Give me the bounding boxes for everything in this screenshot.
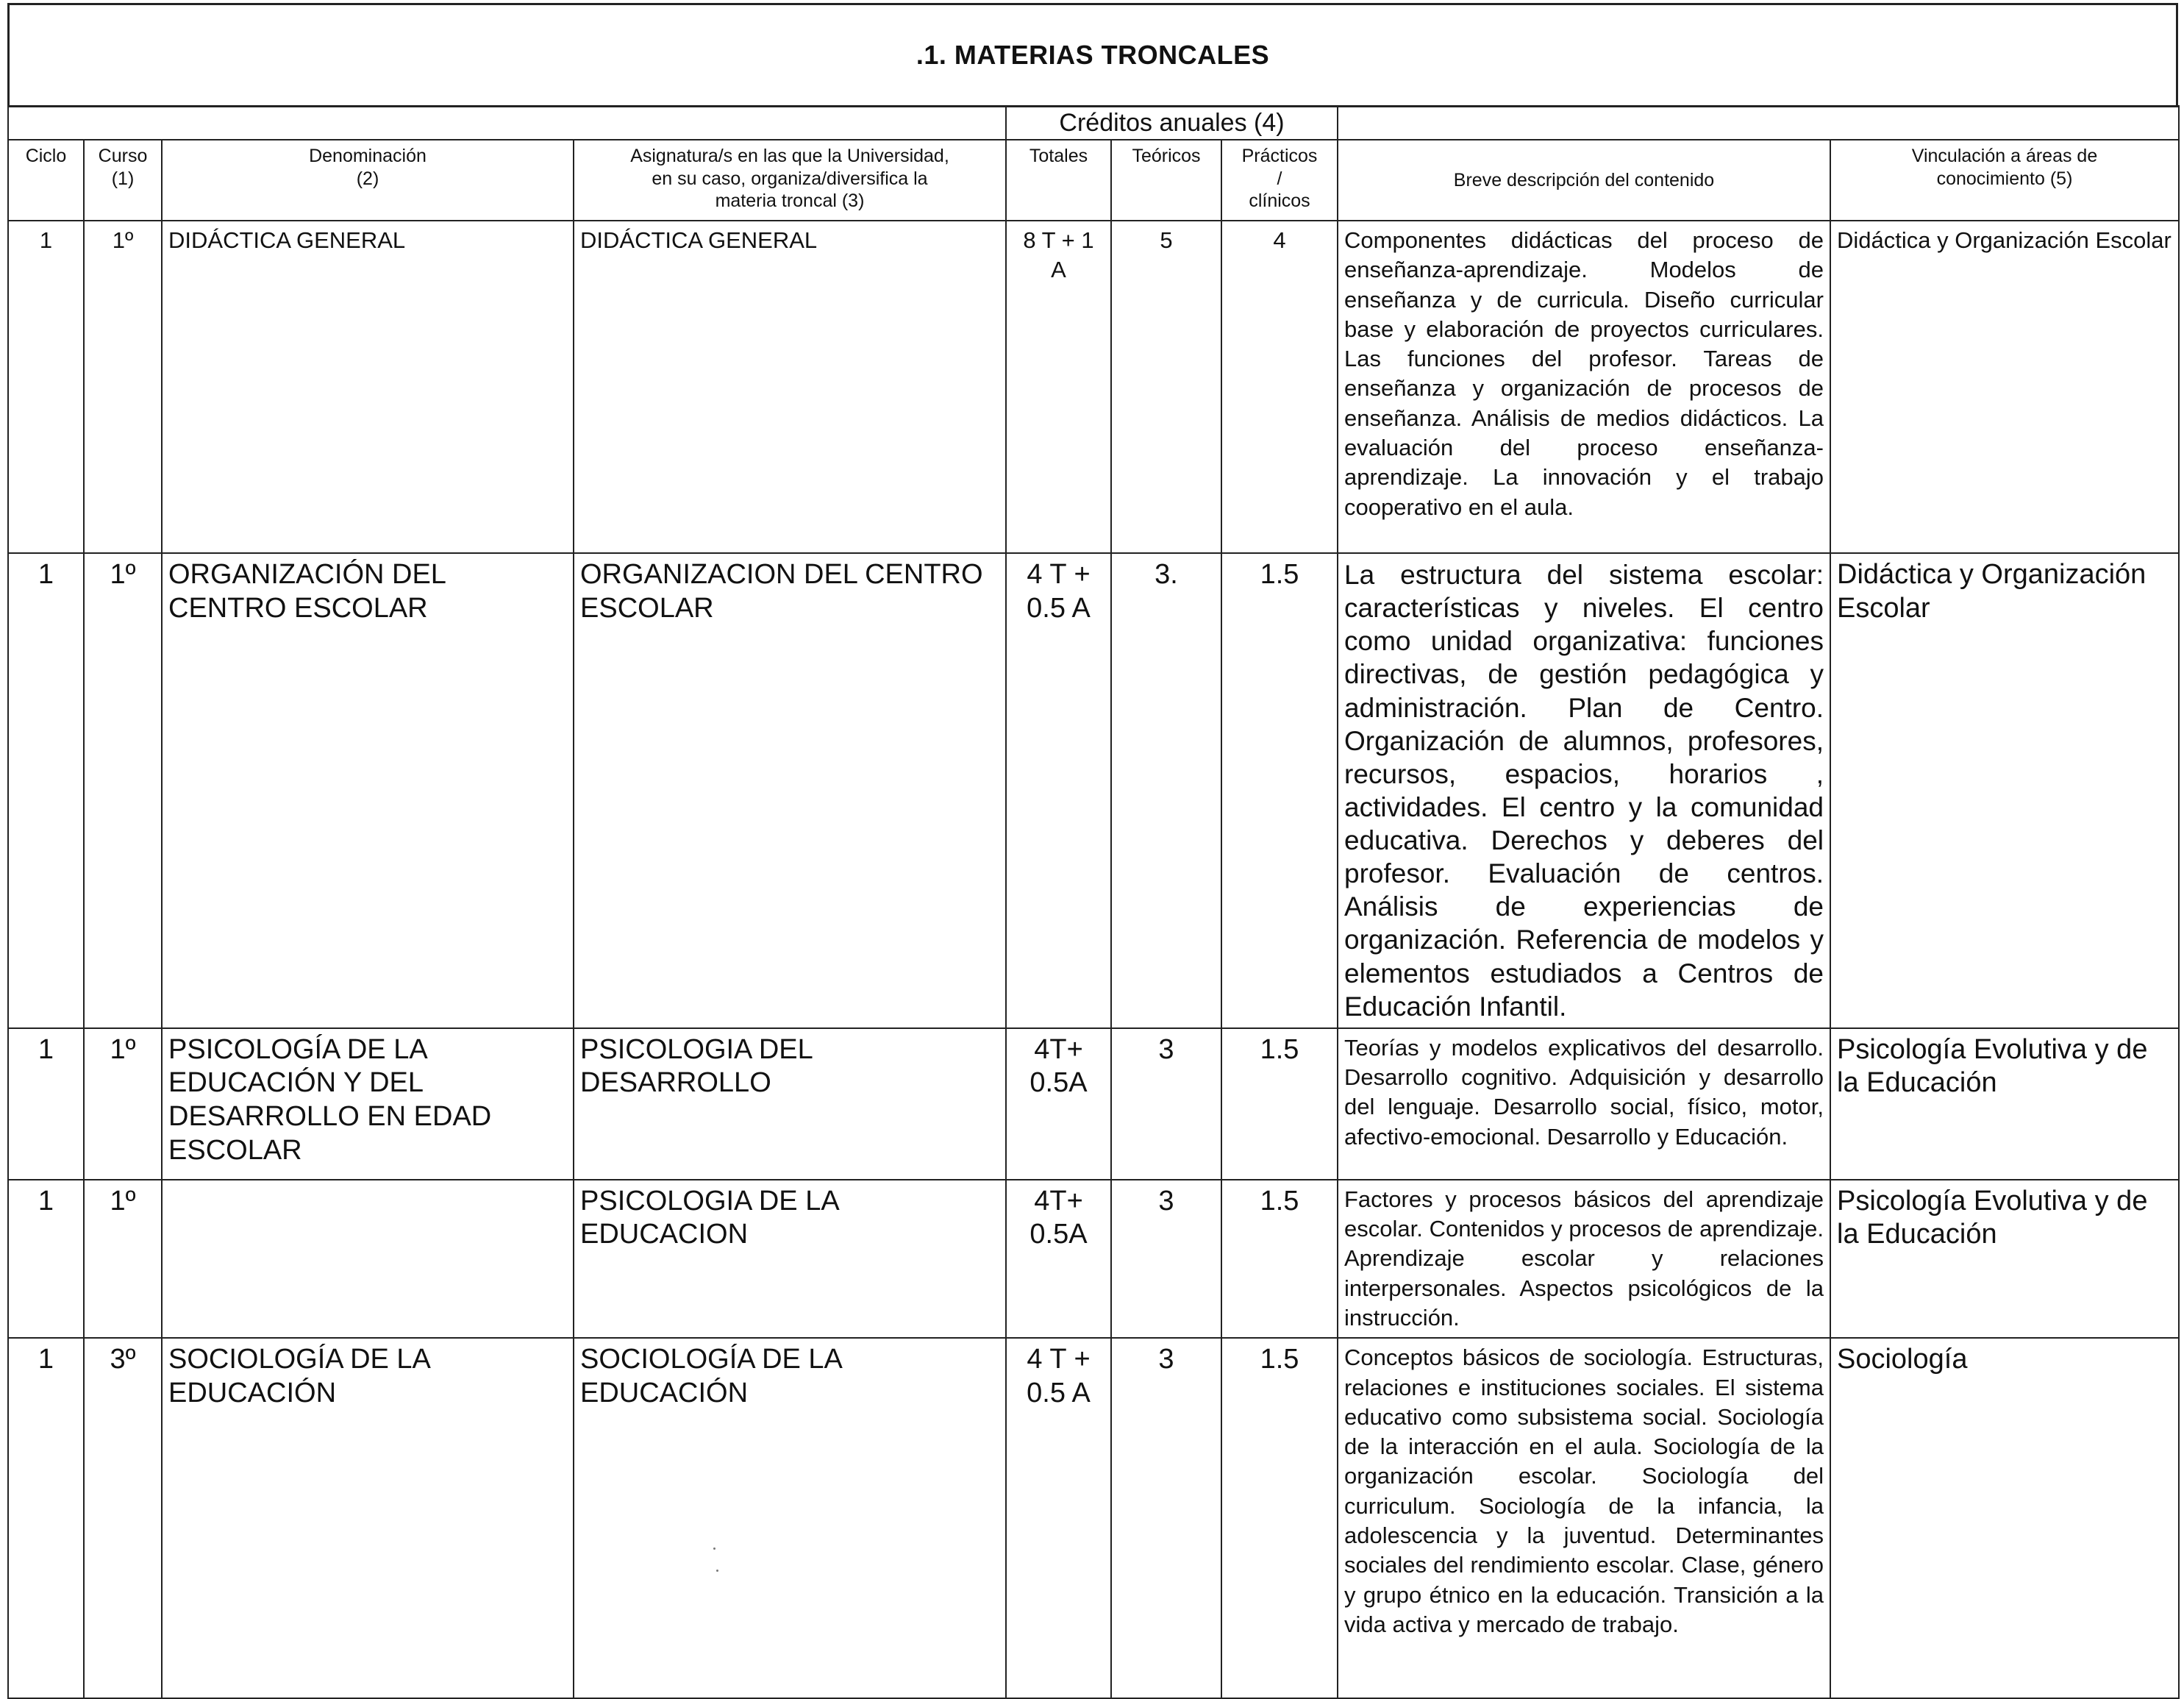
cell-vinculacion: Sociología: [1830, 1338, 2179, 1698]
cell-descripcion: La estructura del sistema escolar: características y niveles. El centro como unidad organizativa: funciones directivas, de gestión pedagógica y administración. Plan de Centro. Organización de alumnos, profesores, recursos, espacios, horarios , actividades. El centro y la comunidad educativa. Derechos y deberes del profesor. Evaluación de centros. Análisis de experiencias de organización. Referencia de modelos y elementos estudiados a Centros de Educación Infantil.: [1338, 553, 1830, 1028]
credits-group-row: [8, 106, 2179, 140]
cell-vinculacion: Didáctica y Organización Escolar: [1830, 553, 2179, 1028]
table-row: [8, 1180, 2179, 1338]
cell-vinculacion: Psicología Evolutiva y de la Educación: [1830, 1028, 2179, 1180]
cell-asignatura: ORGANIZACION DEL CENTRO ESCOLAR: [574, 553, 1006, 1028]
section-title: .1. MATERIAS TRONCALES: [916, 40, 1270, 70]
header-teoricos: Teóricos: [1111, 140, 1221, 221]
cell-descripcion: Componentes didácticas del proceso de enseñanza-aprendizaje. Modelos de enseñanza y de curricula. Diseño curricular base y elaboración de proyectos curriculares. Las funciones del profesor. Tareas de enseñanza y organización de procesos de enseñanza. Análisis de medios didácticos. La evaluación del proceso enseñanza-aprendizaje. La innovación y el trabajo cooperativo en el aula.: [1338, 221, 1830, 553]
header-ciclo: Ciclo: [8, 140, 84, 221]
table-row: [8, 221, 2179, 553]
cell-curso: 1º: [84, 553, 162, 1028]
scan-speck: [716, 1570, 718, 1572]
cell-totales: 8 T + 1 A: [1006, 221, 1111, 553]
table-row: [8, 1338, 2179, 1698]
header-denominacion: Denominación (2): [162, 140, 574, 221]
cell-ciclo: 1: [8, 553, 84, 1028]
header-vinculacion: Vinculación a áreas de conocimiento (5): [1830, 140, 2179, 221]
cell-ciclo: 1: [8, 1180, 84, 1338]
cell-descripcion: Teorías y modelos explicativos del desarrollo. Desarrollo cognitivo. Adquisición y desarrollo del lenguaje. Desarrollo social, físico, motor, afectivo-emocional. Desarrollo y Educación.: [1338, 1028, 1830, 1180]
cell-curso: 3º: [84, 1338, 162, 1698]
cell-vinculacion: Didáctica y Organización Escolar: [1830, 221, 2179, 553]
header-practicos: Prácticos / clínicos: [1221, 140, 1338, 221]
header-totales: Totales: [1006, 140, 1111, 221]
cell-descripcion: Factores y procesos básicos del aprendizaje escolar. Contenidos y procesos de aprendizaje. Aprendizaje escolar y relaciones interpersonales. Aspectos psicológicos de la instrucción.: [1338, 1180, 1830, 1338]
cell-practicos: 1.5: [1221, 1338, 1338, 1698]
header-spacer-right: [1338, 106, 2179, 140]
cell-curso: 1º: [84, 221, 162, 553]
cell-ciclo: 1: [8, 221, 84, 553]
cell-denominacion: PSICOLOGÍA DE LA EDUCACIÓN Y DEL DESARROLLO EN EDAD ESCOLAR: [162, 1028, 574, 1180]
cell-asignatura: DIDÁCTICA GENERAL: [574, 221, 1006, 553]
cell-asignatura: SOCIOLOGÍA DE LA EDUCACIÓN: [574, 1338, 1006, 1698]
cell-teoricos: 3: [1111, 1180, 1221, 1338]
cell-totales: 4T+ 0.5A: [1006, 1180, 1111, 1338]
cell-totales: 4T+ 0.5A: [1006, 1028, 1111, 1180]
table-row: [8, 1028, 2179, 1180]
cell-ciclo: 1: [8, 1028, 84, 1180]
cell-totales: 4 T + 0.5 A: [1006, 553, 1111, 1028]
cell-denominacion: SOCIOLOGÍA DE LA EDUCACIÓN: [162, 1338, 574, 1698]
cell-curso: 1º: [84, 1180, 162, 1338]
cell-teoricos: 3: [1111, 1028, 1221, 1180]
cell-denominacion: ORGANIZACIÓN DEL CENTRO ESCOLAR: [162, 553, 574, 1028]
cell-practicos: 1.5: [1221, 1028, 1338, 1180]
header-curso: Curso (1): [84, 140, 162, 221]
document-page: [7, 3, 2177, 1689]
cell-practicos: 1.5: [1221, 553, 1338, 1028]
cell-curso: 1º: [84, 1028, 162, 1180]
header-asignatura: Asignatura/s en las que la Universidad, en su caso, organiza/diversifica la materia troncal (3): [574, 140, 1006, 221]
cell-asignatura: PSICOLOGIA DE LA EDUCACION: [574, 1180, 1006, 1338]
materias-table: [7, 105, 2180, 1699]
cell-totales: 4 T + 0.5 A: [1006, 1338, 1111, 1698]
column-header-row: [8, 140, 2179, 221]
cell-denominacion: DIDÁCTICA GENERAL: [162, 221, 574, 553]
table-row: [8, 553, 2179, 1028]
header-spacer-left: [8, 106, 1006, 140]
cell-practicos: 1.5: [1221, 1180, 1338, 1338]
cell-descripcion: Conceptos básicos de sociología. Estructuras, relaciones e instituciones sociales. El sistema educativo como subsistema social. Sociología de la interacción en el aula. Sociología de la organización escolar. Sociología del curriculum. Sociología de la infancia, la adolescencia y la juventud. Determinantes sociales del rendimiento escolar. Clase, género y grupo étnico en la educación. Transición a la vida activa y mercado de trabajo.: [1338, 1338, 1830, 1698]
header-descripcion: Breve descripción del contenido: [1338, 140, 1830, 221]
cell-denominacion: [162, 1180, 574, 1338]
cell-teoricos: 5: [1111, 221, 1221, 553]
cell-teoricos: 3.: [1111, 553, 1221, 1028]
cell-ciclo: 1: [8, 1338, 84, 1698]
credits-group-header: Créditos anuales (4): [1006, 106, 1338, 140]
cell-asignatura: PSICOLOGIA DEL DESARROLLO: [574, 1028, 1006, 1180]
section-title-box: [7, 3, 2178, 107]
cell-practicos: 4: [1221, 221, 1338, 553]
cell-teoricos: 3: [1111, 1338, 1221, 1698]
scan-speck: [713, 1547, 715, 1550]
cell-vinculacion: Psicología Evolutiva y de la Educación: [1830, 1180, 2179, 1338]
